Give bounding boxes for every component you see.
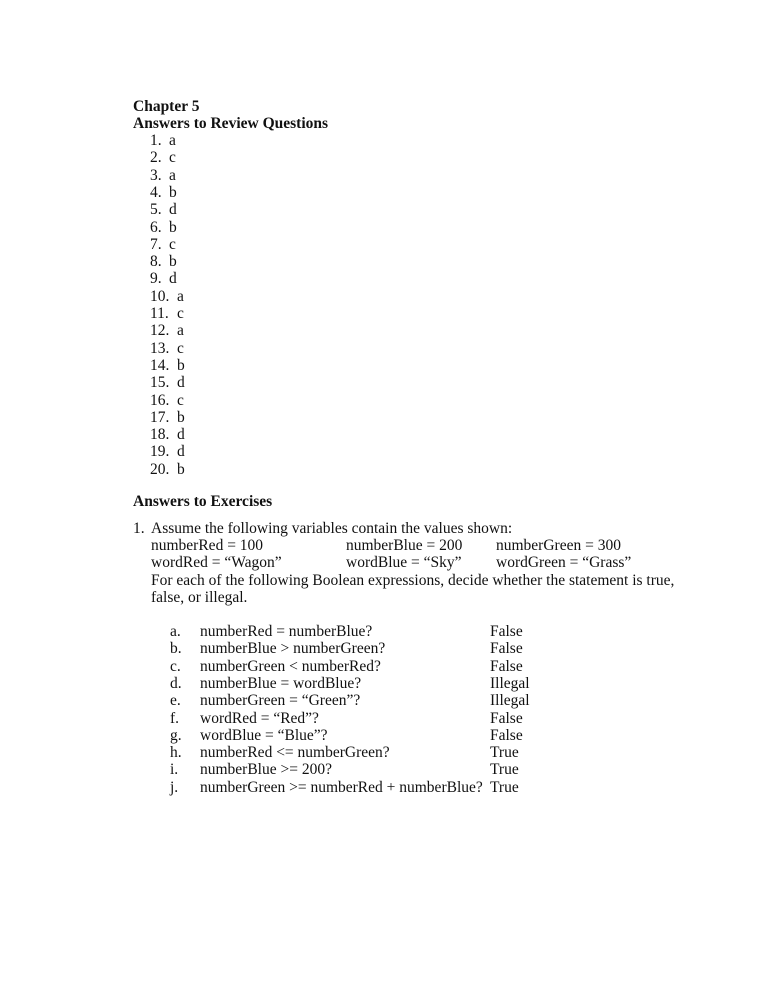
exercise-item-result: Illegal (490, 692, 530, 710)
exercise-item-expression: numberGreen >= numberRed + numberBlue? (200, 778, 483, 796)
review-answer: c (169, 149, 176, 167)
review-question-number: 6. (150, 218, 162, 236)
exercise-item-expression: numberGreen = “Green”? (200, 692, 361, 710)
exercise-item-letter: c. (170, 657, 181, 675)
exercise-item-letter: f. (170, 709, 180, 727)
exercise-item-letter: e. (170, 692, 181, 710)
chapter-title: Chapter 5 (133, 98, 200, 115)
exercises-heading: Answers to Exercises (133, 493, 273, 510)
exercise-item-result: True (490, 778, 519, 796)
exercise-item-result: True (490, 744, 519, 762)
review-answer: b (169, 183, 177, 201)
exercise-item-letter: h. (170, 744, 182, 762)
review-answer: d (177, 426, 185, 444)
review-question-number: 17. (150, 408, 170, 426)
review-answer: b (177, 356, 185, 374)
exercise-item-result: False (490, 657, 523, 675)
review-question-number: 12. (150, 322, 170, 340)
review-question-number: 20. (150, 460, 170, 478)
review-answer: c (169, 235, 176, 253)
exercise-item-result: False (490, 623, 523, 640)
review-answer: d (177, 443, 185, 461)
review-question-number: 18. (150, 426, 170, 444)
review-heading: Answers to Review Questions (133, 115, 329, 132)
review-question-number: 5. (150, 201, 162, 219)
review-answer: c (177, 391, 184, 409)
exercise-item-expression: numberRed <= numberGreen? (200, 744, 390, 762)
review-question-number: 13. (150, 339, 170, 357)
exercise-item-expression: wordRed = “Red”? (200, 709, 319, 727)
review-answer: b (177, 408, 185, 426)
review-question-number: 4. (150, 183, 162, 201)
exercise-item-letter: a. (170, 623, 181, 640)
review-answer: b (177, 460, 185, 478)
var-word-blue: wordBlue = “Sky” (346, 554, 462, 571)
exercise-item-expression: numberRed = numberBlue? (200, 623, 373, 640)
exercise-item-letter: d. (170, 674, 182, 692)
exercise-intro: Assume the following variables contain the values shown: (151, 520, 513, 537)
var-number-red: numberRed = 100 (151, 537, 264, 554)
exercise-item-result: True (490, 761, 519, 779)
review-question-number: 1. (150, 132, 162, 149)
review-answer: d (169, 201, 177, 219)
exercise-item-letter: b. (170, 640, 182, 658)
exercise-item-expression: wordBlue = “Blue”? (200, 726, 328, 744)
exercise-item-result: False (490, 726, 523, 744)
exercise-number: 1. (133, 520, 145, 537)
exercise-item-result: Illegal (490, 674, 530, 692)
review-answer: a (169, 166, 176, 184)
exercise-item-letter: i. (170, 761, 179, 779)
review-answer: a (177, 287, 184, 305)
review-question-number: 16. (150, 391, 170, 409)
exercise-item-expression: numberGreen < numberRed? (200, 657, 381, 675)
review-question-number: 10. (150, 287, 170, 305)
review-question-number: 3. (150, 166, 162, 184)
instruction-line-1: For each of the following Boolean expressions, decide whether the statement is true, (151, 572, 675, 589)
review-answer: a (169, 132, 176, 149)
review-question-number: 15. (150, 374, 170, 392)
exercise-item-expression: numberBlue > numberGreen? (200, 640, 386, 658)
exercise-item-letter: j. (170, 778, 179, 796)
review-question-number: 19. (150, 443, 170, 461)
instruction-line-2: false, or illegal. (151, 589, 248, 606)
review-answer: d (177, 374, 185, 392)
var-word-red: wordRed = “Wagon” (151, 554, 282, 571)
exercise-item-expression: numberBlue >= 200? (200, 761, 332, 779)
review-answer: c (177, 305, 184, 322)
review-answer: b (169, 253, 177, 271)
review-question-number: 14. (150, 356, 170, 374)
review-question-number: 9. (150, 270, 162, 288)
review-question-number: 11. (150, 305, 169, 322)
review-question-number: 8. (150, 253, 162, 271)
review-answer: b (169, 218, 177, 236)
var-number-blue: numberBlue = 200 (346, 537, 463, 554)
review-answer: a (177, 322, 184, 340)
review-answer: d (169, 270, 177, 288)
var-number-green: numberGreen = 300 (496, 537, 621, 554)
var-word-green: wordGreen = “Grass” (496, 554, 632, 571)
review-question-number: 2. (150, 149, 162, 167)
exercise-item-letter: g. (170, 726, 182, 744)
review-answer: c (177, 339, 184, 357)
exercise-item-result: False (490, 640, 523, 658)
exercise-item-result: False (490, 709, 523, 727)
exercise-item-expression: numberBlue = wordBlue? (200, 674, 362, 692)
review-question-number: 7. (150, 235, 162, 253)
